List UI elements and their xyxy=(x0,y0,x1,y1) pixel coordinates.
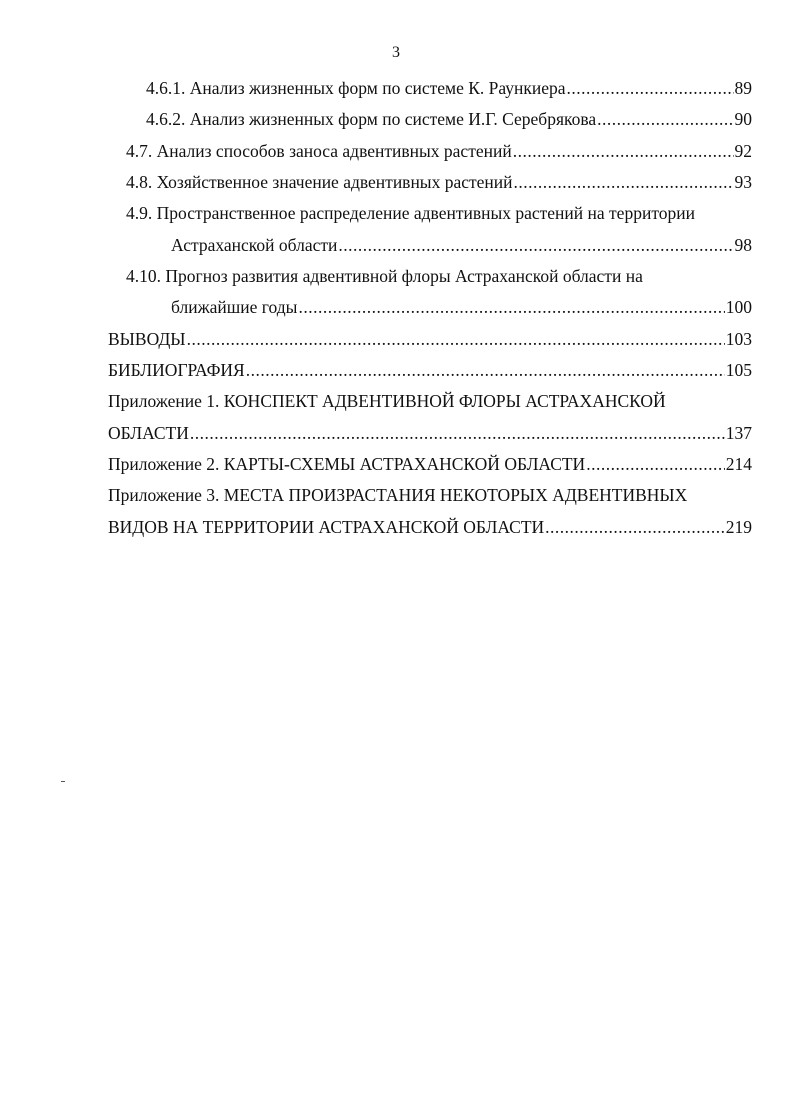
toc-entry-label: 4.8. Хозяйственное значение адвентивных растений xyxy=(126,172,513,192)
toc-entry-page: 100 xyxy=(725,297,752,317)
toc-entry-4-10[interactable] xyxy=(171,296,752,318)
toc-entry-label: ВЫВОДЫ xyxy=(108,329,186,349)
toc-entry-label: Астраханской области xyxy=(171,235,338,255)
toc-entry-label: ОБЛАСТИ xyxy=(108,423,189,443)
toc-leader-dots xyxy=(597,108,733,130)
toc-entry-page: 105 xyxy=(725,360,752,380)
toc-leader-dots xyxy=(567,77,734,99)
toc-leader-dots xyxy=(246,359,725,381)
toc-leader-dots xyxy=(586,453,725,475)
toc-entry-4-6-1[interactable] xyxy=(146,77,752,99)
toc-entry-label: 4.6.1. Анализ жизненных форм по системе К. Раункиера xyxy=(146,78,566,98)
toc-entry-label: БИБЛИОГРАФИЯ xyxy=(108,360,245,380)
toc-entry-conclusions[interactable] xyxy=(108,328,752,350)
toc-entry-4-9[interactable] xyxy=(171,234,752,256)
toc-entry-bibliography[interactable] xyxy=(108,359,752,381)
toc-entry-page: 137 xyxy=(725,423,752,443)
toc-entry-4-6-2[interactable] xyxy=(146,108,752,130)
toc-entry-page: 93 xyxy=(734,172,752,192)
toc-entry-page: 103 xyxy=(725,329,752,349)
toc-entry-appendix-2[interactable] xyxy=(108,453,752,475)
toc-entry-page: 214 xyxy=(725,454,752,474)
toc-leader-dots xyxy=(545,516,725,538)
toc-entry-page: 219 xyxy=(725,517,752,537)
toc-leader-dots xyxy=(338,234,733,256)
toc-leader-dots xyxy=(190,422,725,444)
page-number: 3 xyxy=(392,44,400,61)
toc-entry-appendix-1-line1[interactable]: Приложение 1. КОНСПЕКТ АДВЕНТИВНОЙ ФЛОРЫ АСТРАХАНСКОЙ xyxy=(108,391,666,411)
toc-entry-page: 89 xyxy=(734,78,752,98)
toc-entry-page: 90 xyxy=(734,109,752,129)
toc-entry-4-9-line1[interactable]: 4.9. Пространственное распределение адвентивных растений на территории xyxy=(126,203,695,223)
toc-entry-4-10-line1[interactable]: 4.10. Прогноз развития адвентивной флоры Астраханской области на xyxy=(126,266,643,286)
toc-leader-dots xyxy=(187,328,725,350)
toc-entry-label: ВИДОВ НА ТЕРРИТОРИИ АСТРАХАНСКОЙ ОБЛАСТИ xyxy=(108,517,545,537)
toc-entry-label: 4.7. Анализ способов заноса адвентивных растений xyxy=(126,141,512,161)
toc-leader-dots xyxy=(514,171,734,193)
toc-entry-page: 92 xyxy=(734,141,752,161)
toc-entry-appendix-3-line1[interactable]: Приложение 3. МЕСТА ПРОИЗРАСТАНИЯ НЕКОТОРЫХ АДВЕНТИВНЫХ xyxy=(108,485,688,505)
toc-entry-page: 98 xyxy=(734,235,752,255)
toc-entry-4-7[interactable] xyxy=(126,140,752,162)
toc-entry-label: 4.6.2. Анализ жизненных форм по системе И.Г. Серебрякова xyxy=(146,109,597,129)
toc-entry-label: ближайшие годы xyxy=(171,297,298,317)
toc-entry-label: Приложение 2. КАРТЫ-СХЕМЫ АСТРАХАНСКОЙ ОБЛАСТИ xyxy=(108,454,586,474)
toc-leader-dots xyxy=(513,140,734,162)
toc-entry-4-8[interactable] xyxy=(126,171,752,193)
toc-entry-appendix-1[interactable] xyxy=(108,422,752,444)
scan-artifact-mark xyxy=(61,781,65,782)
toc-entry-appendix-3[interactable] xyxy=(108,516,752,538)
toc-leader-dots xyxy=(298,296,724,318)
